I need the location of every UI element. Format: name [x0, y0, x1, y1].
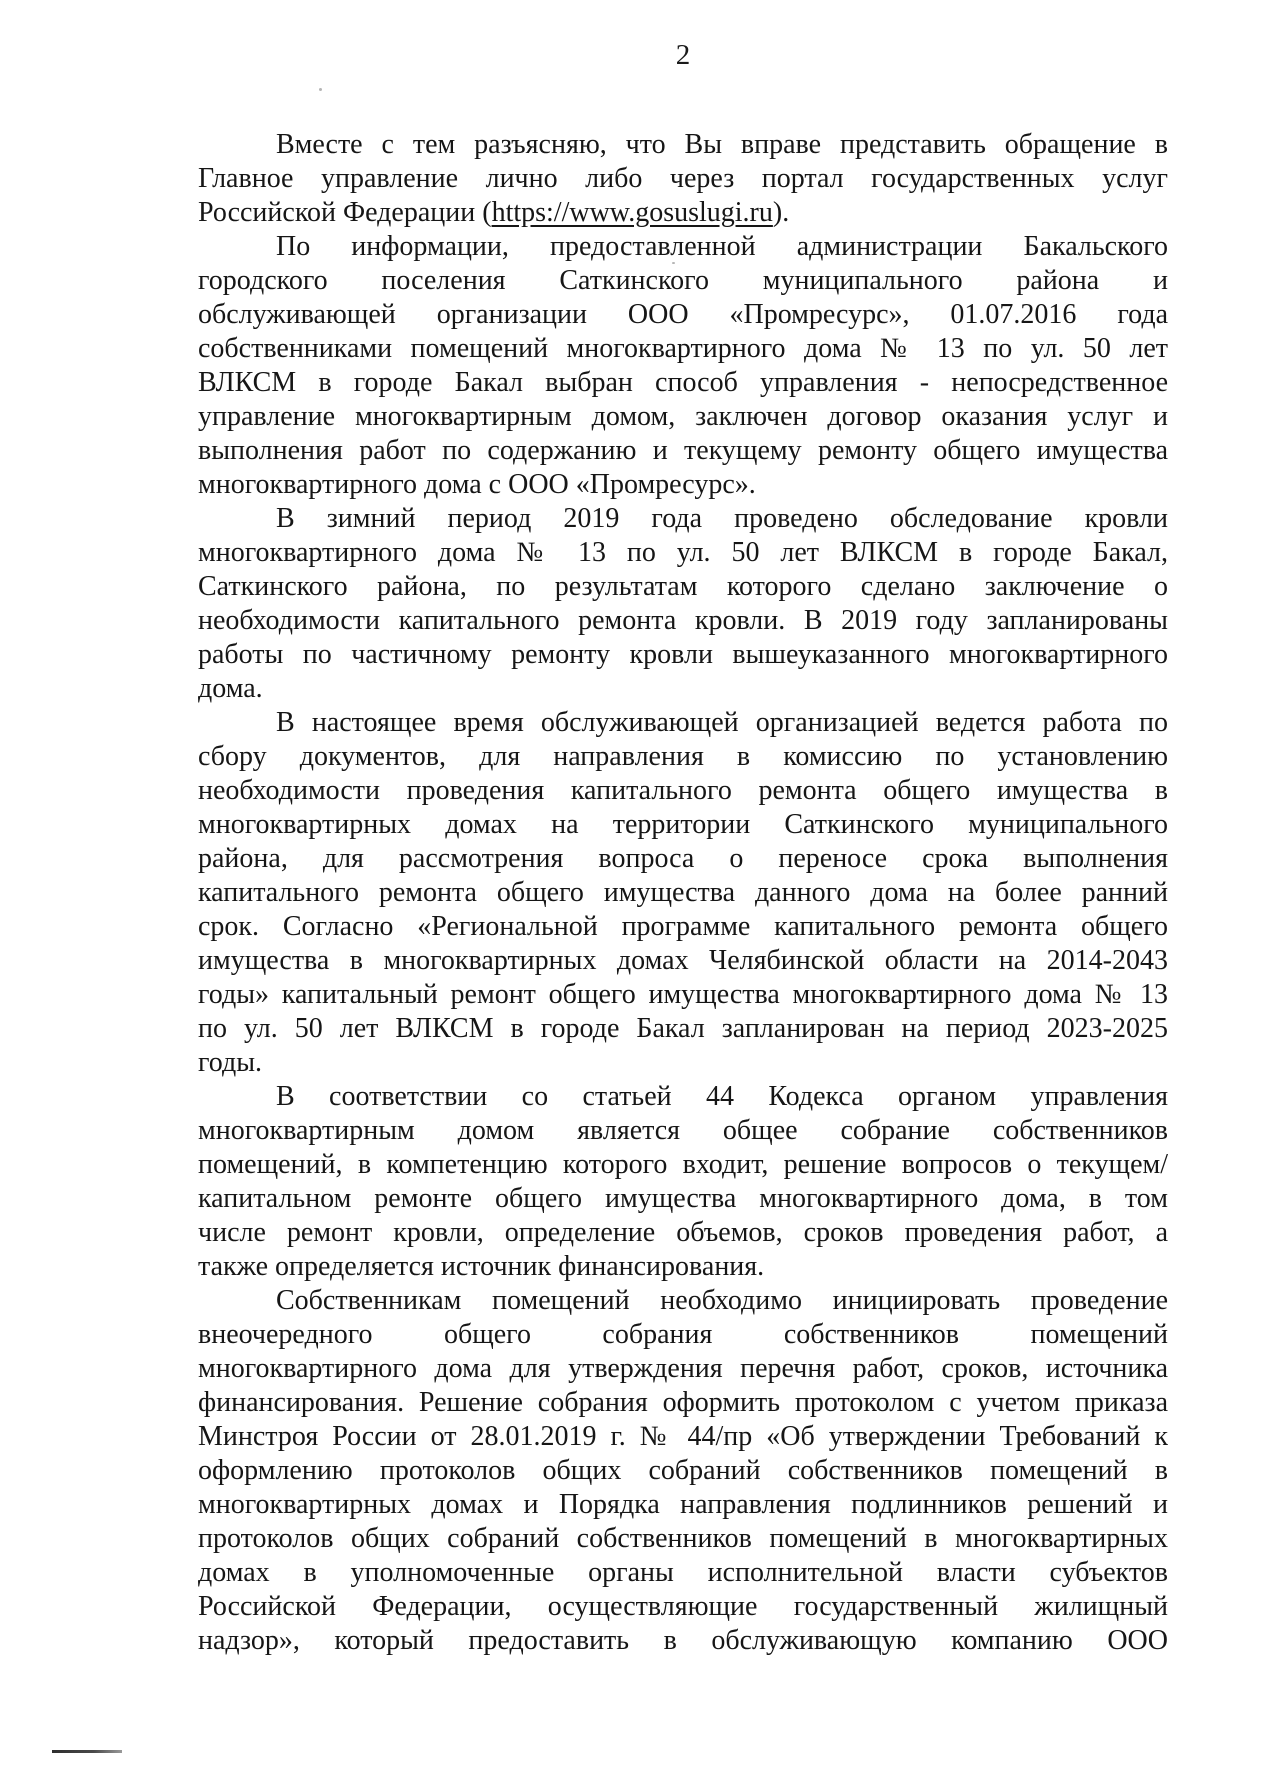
- text-line: Собственникам помещений необходимо инициировать проведение: [276, 1285, 1168, 1316]
- text-line: срок. Согласно «Региональной программе капитального ремонта общего: [198, 911, 1168, 942]
- gosuslugi-url: https://www.gosuslugi.ru: [491, 197, 773, 228]
- text-line: В соответствии со статьей 44 Кодекса органом управления: [276, 1081, 1168, 1112]
- text-line: По информации, предоставленной администрации Бакальского: [276, 231, 1168, 262]
- text-line: имущества в многоквартирных домах Челябинской области на 2014-2043: [198, 945, 1168, 976]
- text-line: городского поселения Саткинского муниципального района и: [198, 265, 1168, 296]
- text-line: обслуживающей организации ООО «Промресурс», 01.07.2016 года: [198, 299, 1168, 330]
- text-line: В настоящее время обслуживающей организацией ведется работа по: [276, 707, 1168, 738]
- text-line: Российской Федерации, осуществляющие государственный жилищный: [198, 1591, 1168, 1622]
- text-line: [198, 196, 1168, 230]
- text-line: оформлению протоколов общих собраний собственников помещений в: [198, 1455, 1168, 1486]
- text-line: необходимости капитального ремонта кровли. В 2019 году запланированы: [198, 605, 1168, 636]
- text-line: числе ремонт кровли, определение объемов, сроков проведения работ, а: [198, 1217, 1168, 1248]
- text-line: выполнения работ по содержанию и текущему ремонту общего имущества: [198, 435, 1168, 466]
- text-line: ВЛКСМ в городе Бакал выбран способ управления - непосредственное: [198, 367, 1168, 398]
- scan-speck: [319, 88, 322, 91]
- text-line: многоквартирным домом является общее собрание собственников: [198, 1115, 1168, 1146]
- text-line: В зимний период 2019 года проведено обследование кровли: [276, 503, 1168, 534]
- text-line: домах в уполномоченные органы исполнительной власти субъектов: [198, 1557, 1168, 1588]
- text-line: помещений, в компетенцию которого входит, решение вопросов о текущем/: [198, 1149, 1168, 1180]
- text-line: многоквартирного дома № 13 по ул. 50 лет ВЛКСМ в городе Бакал,: [198, 537, 1168, 568]
- text-line: надзор», который предоставить в обслуживающую компанию ООО: [198, 1625, 1168, 1656]
- text-line: района, для рассмотрения вопроса о переносе срока выполнения: [198, 843, 1168, 874]
- text-line: собственниками помещений многоквартирного дома № 13 по ул. 50 лет: [198, 333, 1168, 364]
- text-line: необходимости проведения капитального ремонта общего имущества в: [198, 775, 1168, 806]
- text-line: работы по частичному ремонту кровли вышеуказанного многоквартирного: [198, 639, 1168, 670]
- text-line: управление многоквартирным домом, заключен договор оказания услуг и: [198, 401, 1168, 432]
- scan-artifact-line: [52, 1750, 122, 1753]
- text-line: многоквартирного дома с ООО «Промресурс».: [198, 469, 756, 500]
- text-line: по ул. 50 лет ВЛКСМ в городе Бакал запланирован на период 2023-2025: [198, 1013, 1168, 1044]
- text-line: капитальном ремонте общего имущества многоквартирного дома, в том: [198, 1183, 1168, 1214]
- text-line: годы.: [198, 1047, 263, 1078]
- letter-body: [198, 128, 1168, 1658]
- text-line: финансирования. Решение собрания оформить протоколом с учетом приказа: [198, 1387, 1168, 1418]
- text-line: внеочередного общего собрания собственников помещений: [198, 1319, 1168, 1350]
- text-line: многоквартирного дома для утверждения перечня работ, сроков, источника: [198, 1353, 1168, 1384]
- page-number: 2: [675, 39, 691, 71]
- scan-speck: [672, 262, 675, 264]
- text-line: Саткинского района, по результатам которого сделано заключение о: [198, 571, 1168, 602]
- text-line: годы» капитальный ремонт общего имущества многоквартирного дома № 13: [198, 979, 1168, 1010]
- text-segment: Российской Федерации (: [198, 197, 492, 228]
- text-line: протоколов общих собраний собственников помещений в многоквартирных: [198, 1523, 1168, 1554]
- text-line: Главное управление лично либо через портал государственных услуг: [198, 163, 1168, 194]
- text-segment: ).: [772, 197, 790, 228]
- text-line: многоквартирных домах на территории Саткинского муниципального: [198, 809, 1168, 840]
- text-line: многоквартирных домах и Порядка направления подлинников решений и: [198, 1489, 1168, 1520]
- text-line: Вместе с тем разъясняю, что Вы вправе представить обращение в: [276, 129, 1168, 160]
- text-line: сбору документов, для направления в комиссию по установлению: [198, 741, 1168, 772]
- text-line: дома.: [198, 673, 263, 704]
- text-line: также определяется источник финансирования.: [198, 1251, 765, 1282]
- text-line: капитального ремонта общего имущества данного дома на более ранний: [198, 877, 1168, 908]
- text-line: Минстроя России от 28.01.2019 г. № 44/пр «Об утверждении Требований к: [198, 1421, 1168, 1452]
